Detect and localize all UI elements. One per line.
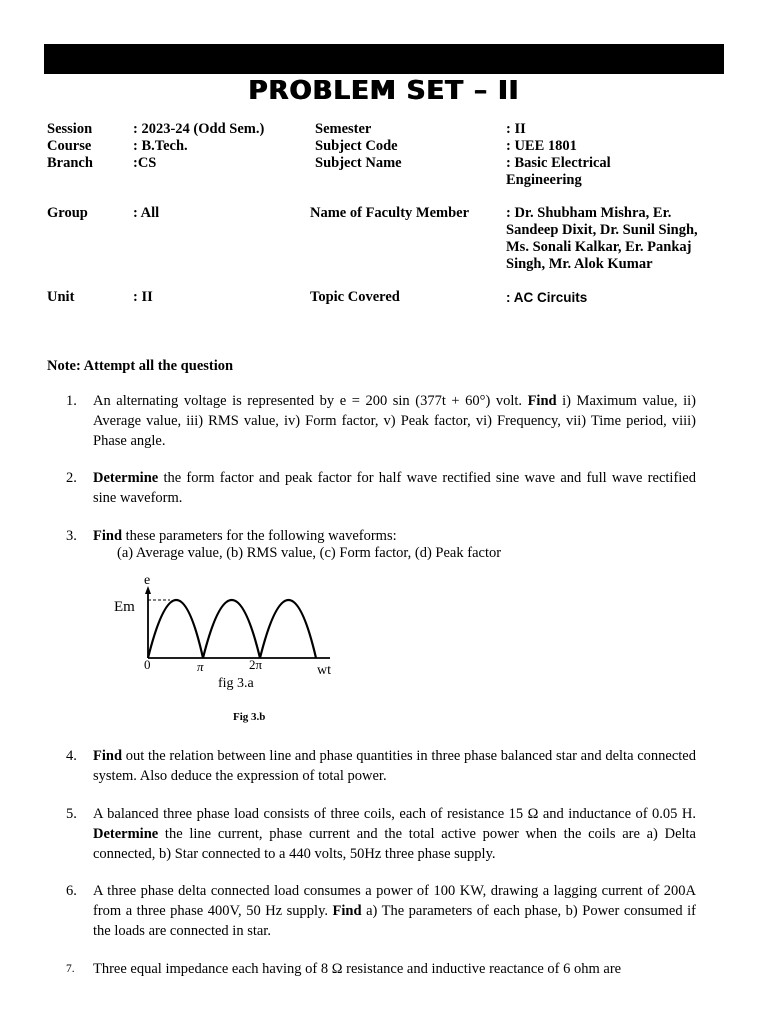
page-title: PROBLEM SET – II bbox=[248, 76, 520, 106]
amplitude-label: Em bbox=[114, 599, 135, 615]
question-keyword: Determine bbox=[93, 470, 159, 486]
question-number: 4. bbox=[66, 748, 77, 764]
question-text: i) Maximum value, ii) Average value, iii) RMS value, iv) Form factor, v) Peak factor, vi) Frequency, vii) Time period, viii) Phase angle. bbox=[93, 393, 696, 449]
two-pi-label: 2π bbox=[249, 657, 263, 672]
unit-value: : II bbox=[133, 289, 153, 305]
question-keyword: Find bbox=[93, 528, 123, 544]
question-keyword: Find bbox=[93, 748, 123, 764]
question-7 bbox=[66, 959, 696, 979]
note-text: Note: Attempt all the question bbox=[47, 358, 234, 374]
question-keyword: Find bbox=[332, 903, 362, 919]
question-keyword: Find bbox=[527, 393, 557, 409]
question-4 bbox=[66, 746, 696, 786]
question-6 bbox=[66, 881, 696, 941]
semester-value: : II bbox=[506, 121, 526, 137]
waveform-figure bbox=[108, 570, 348, 695]
question-3 bbox=[66, 526, 696, 546]
figure-caption-a: fig 3.a bbox=[218, 676, 254, 691]
semester-label: Semester bbox=[315, 121, 372, 137]
topic-value: : AC Circuits bbox=[506, 290, 588, 305]
group-value: : All bbox=[133, 205, 160, 221]
question-5 bbox=[66, 804, 696, 864]
branch-value: :CS bbox=[133, 155, 157, 171]
faculty-label: Name of Faculty Member bbox=[310, 205, 470, 221]
subject-name-label: Subject Name bbox=[315, 155, 402, 171]
course-value: : B.Tech. bbox=[133, 138, 188, 154]
question-2 bbox=[66, 468, 696, 508]
origin-label: 0 bbox=[144, 657, 151, 672]
top-black-bar bbox=[44, 44, 724, 74]
question-number: 3. bbox=[66, 528, 77, 544]
group-label: Group bbox=[47, 205, 88, 221]
question-1 bbox=[66, 391, 696, 451]
question-text: An alternating voltage is represented by e = 200 sin (377t + 60°) volt. bbox=[93, 393, 528, 409]
figure-caption-b: Fig 3.b bbox=[233, 711, 266, 723]
unit-label: Unit bbox=[47, 289, 75, 305]
question-number: 5. bbox=[66, 806, 77, 822]
question-text: A balanced three phase load consists of three coils, each of resistance 15 Ω and inductance of 0.05 H. bbox=[93, 806, 696, 822]
question-keyword: Determine bbox=[93, 826, 159, 842]
topic-label: Topic Covered bbox=[310, 289, 400, 305]
question-text: Three equal impedance each having of 8 Ω resistance and inductive reactance of 6 ohm are bbox=[93, 961, 622, 977]
question-text: the form factor and peak factor for half wave rectified sine wave and full wave rectified sine waveform. bbox=[93, 470, 696, 506]
pi-label: π bbox=[197, 659, 204, 674]
course-label: Course bbox=[47, 138, 92, 154]
question-number: 2. bbox=[66, 470, 77, 486]
question-text: a) The parameters of each phase, b) Power consumed if the loads are connected in star. bbox=[93, 903, 696, 939]
subject-name-value: : Basic Electrical Engineering bbox=[506, 155, 611, 188]
question-number: 1. bbox=[66, 393, 77, 409]
full-wave-rectified-curve bbox=[148, 600, 316, 658]
question-text: these parameters for the following waveforms: bbox=[122, 528, 397, 544]
subject-code-value: : UEE 1801 bbox=[506, 138, 577, 154]
faculty-value: : Dr. Shubham Mishra, Er. Sandeep Dixit, Dr. Sunil Singh, Ms. Sonali Kalkar, Er. Pankaj Singh, Mr. Alok Kumar bbox=[506, 205, 698, 272]
session-value: : 2023-24 (Odd Sem.) bbox=[133, 121, 265, 137]
question-text: the line current, phase current and the total active power when the coils are a) Delta connected, b) Star connected to a 440 volts, 50Hz three phase supply. bbox=[93, 826, 696, 862]
question-number: 7. bbox=[66, 963, 75, 975]
question-number: 6. bbox=[66, 883, 77, 899]
y-axis-label: e bbox=[144, 573, 151, 588]
session-label: Session bbox=[47, 121, 93, 137]
subject-code-label: Subject Code bbox=[315, 138, 398, 154]
question-3-subparts: (a) Average value, (b) RMS value, (c) Form factor, (d) Peak factor bbox=[117, 545, 502, 561]
branch-label: Branch bbox=[47, 155, 93, 171]
question-text: A three phase delta connected load consumes a power of 100 KW, drawing a lagging current of 200A from a three phase 400V, 50 Hz supply. bbox=[93, 883, 696, 919]
question-text: out the relation between line and phase quantities in three phase balanced star and delta connected system. Also deduce the expression of total power. bbox=[93, 748, 696, 784]
x-axis-label: wt bbox=[317, 663, 331, 678]
